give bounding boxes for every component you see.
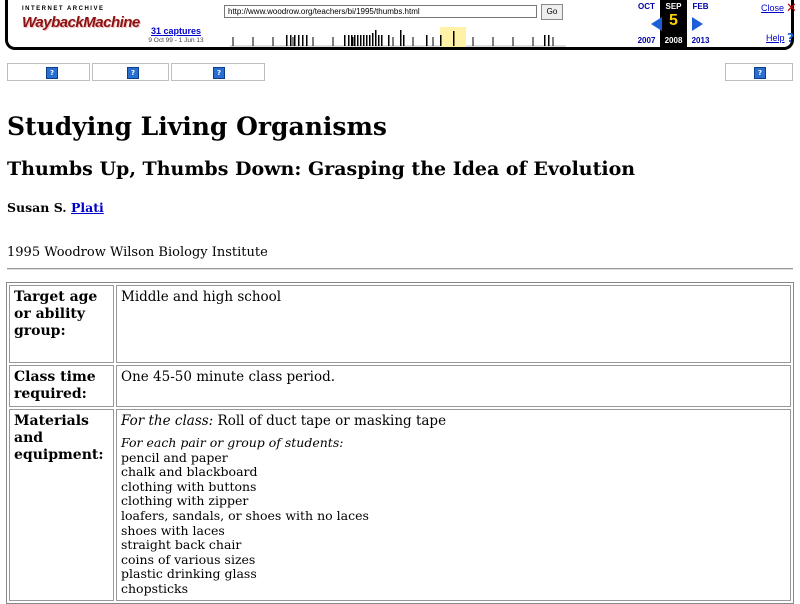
prev-month[interactable]: OCT — [638, 2, 655, 11]
row-value: One 45-50 minute class period. — [116, 365, 791, 407]
page-subtitle: Thumbs Up, Thumbs Down: Grasping the Idea of Evolution — [7, 158, 636, 180]
spark-bar — [357, 35, 359, 46]
spark-bar — [440, 35, 442, 46]
spark-bar — [286, 35, 288, 46]
logo-wayback-machine: WaybackMachine — [22, 14, 140, 31]
spark-bar — [548, 35, 550, 46]
help-image-icon: ? — [46, 67, 58, 79]
help-link[interactable]: Help — [766, 33, 785, 43]
spark-bar — [351, 35, 353, 46]
student-materials-list — [121, 436, 786, 597]
spark-bar — [369, 35, 371, 46]
prev-year[interactable]: 2007 — [637, 36, 656, 45]
question-mark-icon[interactable]: ? — [787, 31, 794, 45]
spark-bar — [306, 35, 308, 46]
materials-cell — [116, 409, 791, 601]
current-year: 2008 — [664, 36, 683, 45]
prev-capture-arrow-icon[interactable] — [651, 17, 662, 31]
list-item: pencil and paper — [121, 449, 228, 465]
institute-text: 1995 Woodrow Wilson Biology Institute — [7, 245, 268, 260]
spark-bar — [388, 35, 390, 46]
list-item: coins of various sizes — [121, 551, 256, 567]
spark-bar — [400, 30, 402, 46]
next-month-col[interactable] — [687, 0, 714, 45]
list-item: chopsticks — [121, 580, 189, 596]
author-first-name: Susan S. — [7, 200, 67, 215]
captures-link[interactable]: 31 captures — [150, 26, 202, 36]
spark-bar — [378, 35, 380, 46]
spark-bar — [426, 35, 428, 46]
row-label: Class time required: — [9, 365, 114, 407]
spark-bar — [354, 35, 356, 46]
class-value: Roll of duct tape or masking tape — [217, 413, 447, 429]
list-item: clothing with buttons — [121, 478, 257, 494]
prev-month-col[interactable] — [633, 0, 660, 45]
wayback-logo[interactable] — [22, 6, 140, 42]
captures-range: 9 Oct 99 - 1 Jun 13 — [148, 37, 204, 44]
class-materials — [121, 413, 786, 430]
help-image-icon: ? — [754, 67, 766, 79]
help-image-icon: ? — [127, 67, 139, 79]
current-day: 5 — [669, 12, 678, 29]
lesson-info-table — [6, 282, 794, 604]
spark-bar — [302, 35, 304, 46]
spark-bar — [344, 35, 346, 46]
author-line — [7, 200, 104, 215]
spark-bar — [290, 35, 292, 46]
close-link[interactable]: Close — [761, 3, 785, 13]
nav-image-2[interactable] — [92, 63, 169, 81]
spark-bar — [375, 30, 377, 46]
spark-bar — [403, 35, 405, 46]
spark-bar — [366, 35, 368, 46]
table-row — [9, 365, 791, 407]
list-item: shoes with laces — [121, 522, 225, 538]
spark-bar — [360, 35, 362, 46]
capture-sparkline[interactable] — [228, 27, 568, 47]
nav-image-3[interactable] — [171, 63, 265, 81]
group-heading: For each pair or group of students: — [121, 435, 344, 450]
next-year[interactable]: 2013 — [691, 36, 710, 45]
url-input[interactable]: http://www.woodrow.org/teachers/bi/1995/thumbs.html — [224, 5, 537, 18]
table-row — [9, 409, 791, 601]
list-item: loafers, sandals, or shoes with no laces — [121, 507, 369, 523]
next-month[interactable]: FEB — [692, 2, 709, 11]
list-item: plastic drinking glass — [121, 566, 257, 582]
class-prefix: For the class: — [121, 413, 214, 429]
row-label: Materials and equipment: — [9, 409, 114, 601]
spark-bar — [453, 31, 455, 46]
spark-bar — [294, 35, 296, 46]
page-title: Studying Living Organisms — [7, 112, 388, 141]
current-month: SEP — [665, 2, 682, 11]
list-item: straight back chair — [121, 537, 242, 553]
list-item: chalk and blackboard — [121, 464, 258, 480]
row-label: Target age or ability group: — [9, 285, 114, 363]
spark-bar — [372, 33, 374, 46]
row-value: Middle and high school — [116, 285, 791, 363]
author-link[interactable]: Plati — [71, 200, 104, 215]
nav-image-4[interactable] — [725, 63, 793, 81]
spark-bar — [544, 35, 546, 46]
spark-bar — [298, 35, 300, 46]
spark-bar — [348, 35, 350, 46]
spark-bar — [381, 35, 383, 46]
captures-info — [116, 26, 236, 44]
logo-internet-archive: INTERNET ARCHIVE — [22, 6, 105, 12]
divider — [7, 268, 793, 270]
help-image-icon: ? — [213, 67, 225, 79]
nav-image-1[interactable] — [7, 63, 90, 81]
table-row — [9, 285, 791, 363]
next-capture-arrow-icon[interactable] — [692, 17, 703, 31]
close-x-icon[interactable]: ✕ — [786, 1, 797, 16]
current-month-col — [660, 0, 687, 47]
list-item: clothing with zipper — [121, 493, 249, 509]
go-button[interactable]: Go — [541, 4, 563, 20]
spark-bar — [363, 35, 365, 46]
